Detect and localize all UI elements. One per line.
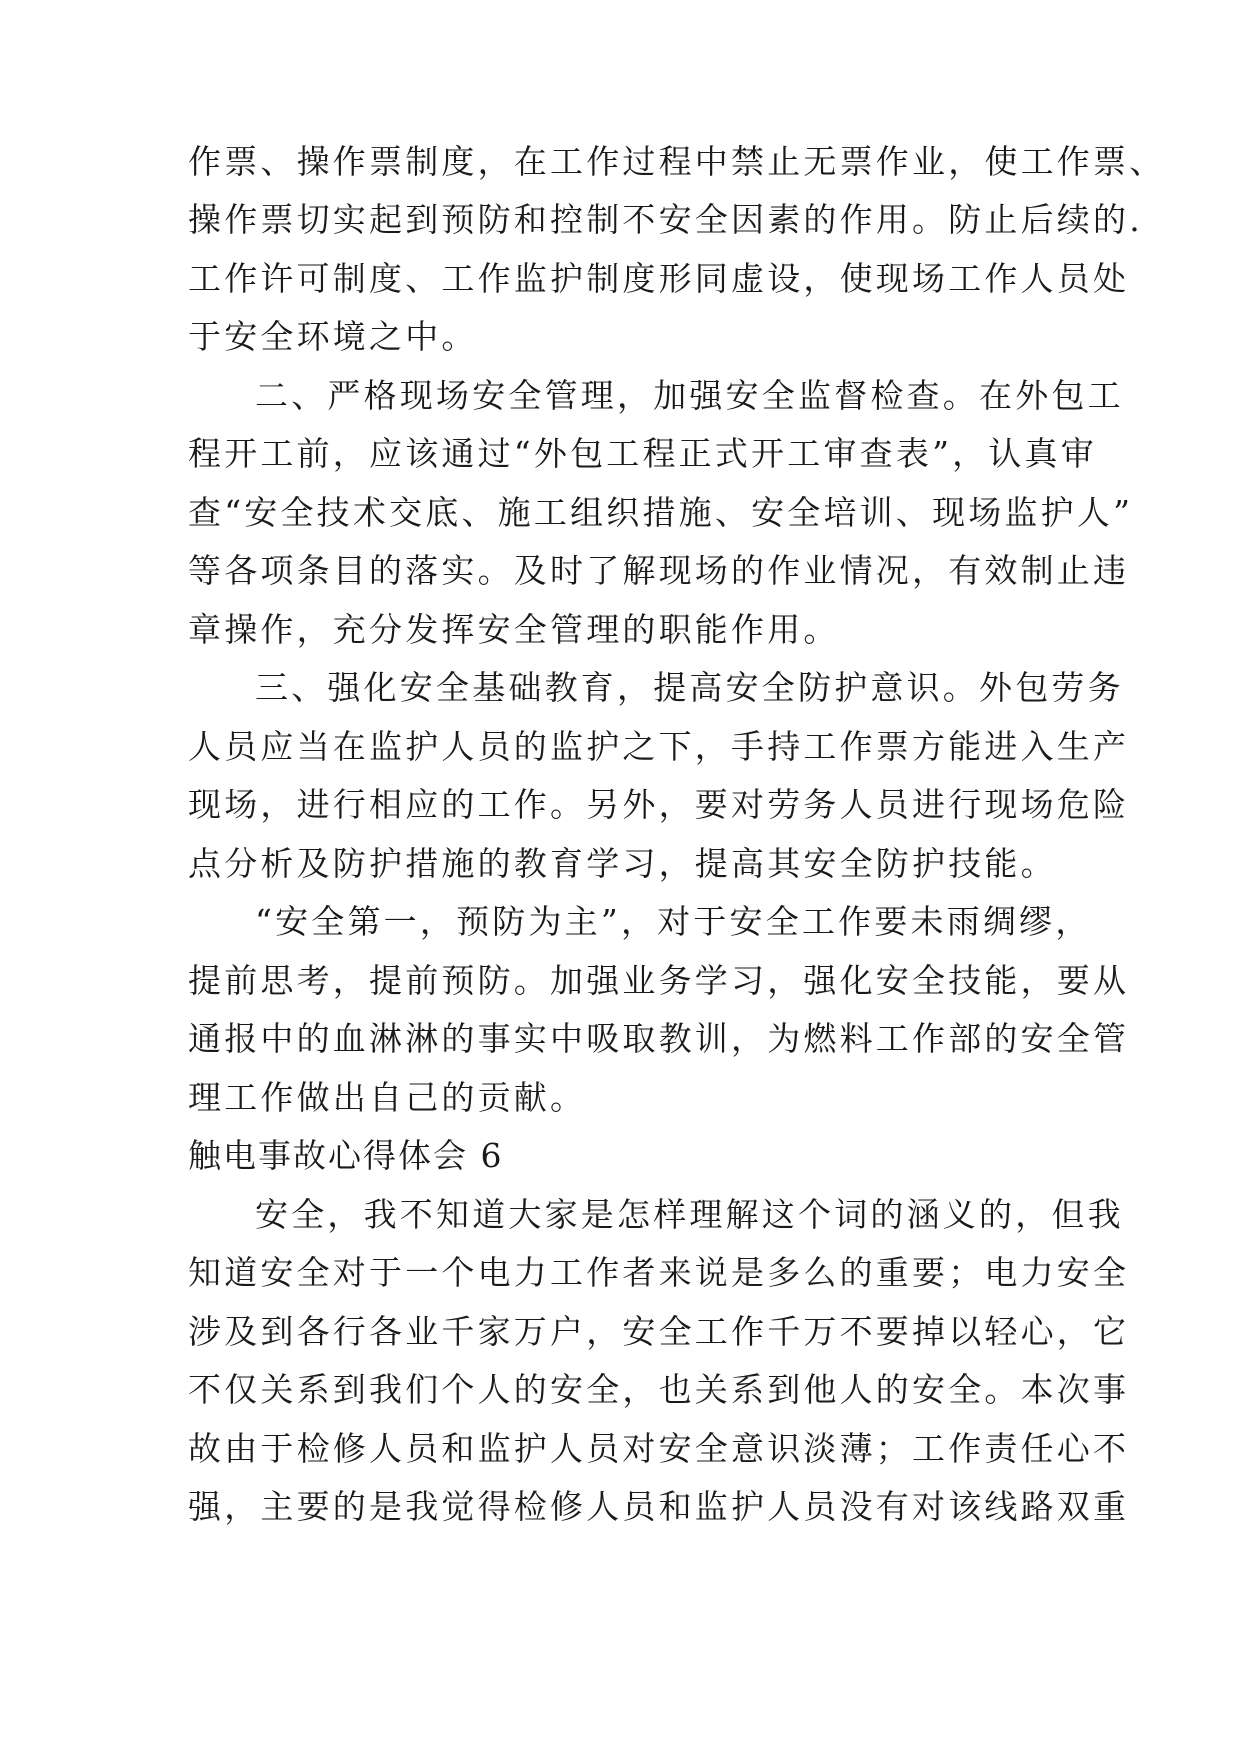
- text-line: 章操作，充分发挥安全管理的职能作用。: [188, 610, 840, 649]
- paragraph-start-line: 安全，我不知道大家是怎样理解这个词的涵义的，但我: [255, 1195, 1124, 1234]
- text-line: 现场，进行相应的工作。另外，要对劳务人员进行现场危险: [188, 785, 1130, 824]
- paragraph-start-line: 二、严格现场安全管理，加强安全监督检查。在外包工: [255, 376, 1124, 415]
- text-line: 查“安全技术交底、施工组织措施、安全培训、现场监护人”: [188, 493, 1134, 532]
- text-line: 操作票切实起到预防和控制不安全因素的作用。防止后续的.: [188, 200, 1143, 239]
- text-line: 点分析及防护措施的教育学习，提高其安全防护技能。: [188, 844, 1057, 883]
- text-line: 通报中的血淋淋的事实中吸取教训，为燃料工作部的安全管: [188, 1019, 1130, 1058]
- text-line: 提前思考，提前预防。加强业务学习，强化安全技能，要从: [188, 961, 1130, 1000]
- text-line: 故由于检修人员和监护人员对安全意识淡薄；工作责任心不: [188, 1429, 1130, 1468]
- paragraph-start-line: “安全第一，预防为主”，对于安全工作要未雨绸缪，: [255, 902, 1092, 941]
- text-line: 人员应当在监护人员的监护之下，手持工作票方能进入生产: [188, 727, 1130, 766]
- text-line: 知道安全对于一个电力工作者来说是多么的重要；电力安全: [188, 1253, 1130, 1292]
- text-line: 作票、操作票制度，在工作过程中禁止无票作业，使工作票、: [188, 142, 1166, 181]
- paragraph-start-line: 三、强化安全基础教育，提高安全防护意识。外包劳务: [255, 668, 1124, 707]
- section-heading: 触电事故心得体会 6: [188, 1136, 504, 1175]
- text-line: 等各项条目的落实。及时了解现场的作业情况，有效制止违: [188, 551, 1130, 590]
- text-line: 于安全环境之中。: [188, 317, 478, 356]
- text-line: 强，主要的是我觉得检修人员和监护人员没有对该线路双重: [188, 1487, 1130, 1526]
- text-line: 不仅关系到我们个人的安全，也关系到他人的安全。本次事: [188, 1370, 1130, 1409]
- text-line: 理工作做出自己的贡献。: [188, 1078, 587, 1117]
- text-line: 程开工前，应该通过“外包工程正式开工审查表”，认真审: [188, 434, 1097, 473]
- text-line: 涉及到各行各业千家万户，安全工作千万不要掉以轻心，它: [188, 1312, 1130, 1351]
- text-line: 工作许可制度、工作监护制度形同虚设，使现场工作人员处: [188, 259, 1130, 298]
